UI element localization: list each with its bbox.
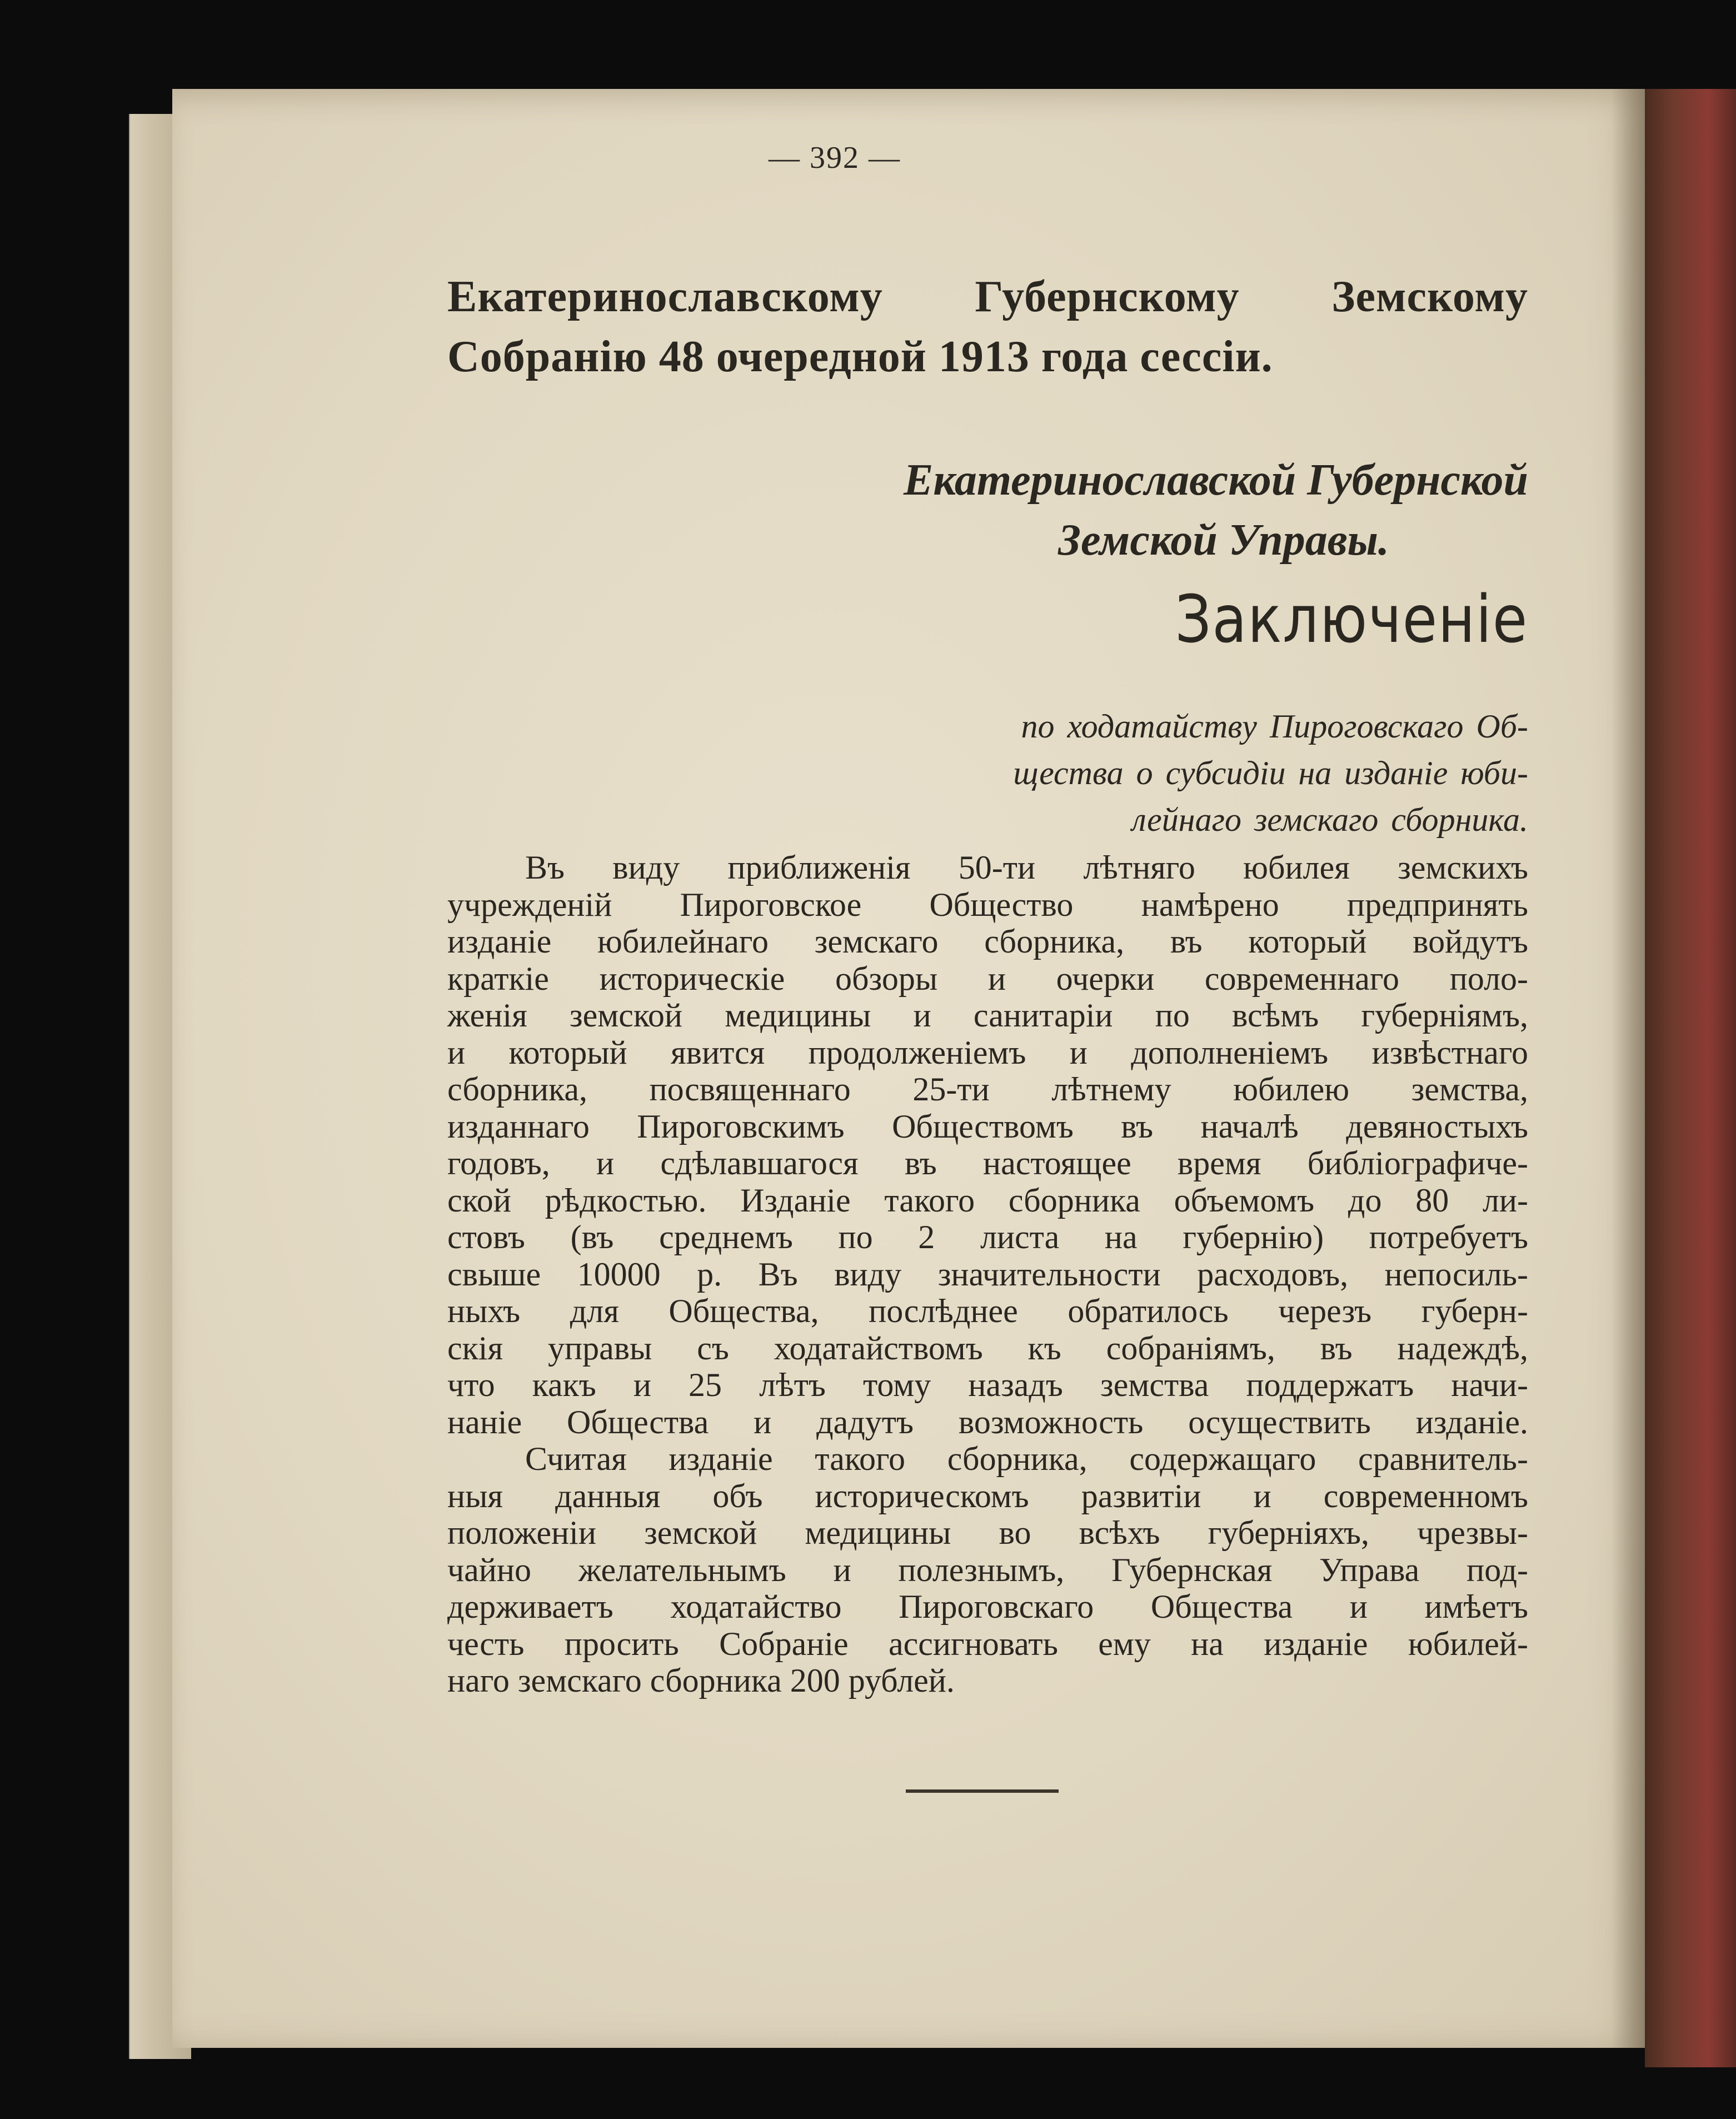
- body-line: что какъ и 25 лѣтъ тому назадъ земства поддержатъ начи-: [447, 1367, 1528, 1403]
- body-line: наго земскаго сборника 200 рублей.: [447, 1662, 955, 1699]
- body-text: [447, 849, 1528, 1699]
- sender-heading: [806, 450, 1528, 570]
- body-line: учрежденій Пироговское Общество намѣрено предпринять: [447, 886, 1528, 923]
- document-subtitle: [906, 703, 1528, 843]
- sender-line: Екатеринославской Губернской: [904, 456, 1528, 505]
- subtitle-line: лейнаго земскаго сборника.: [1131, 801, 1528, 838]
- body-line: и который явится продолженіемъ и дополненіемъ извѣстнаго: [447, 1034, 1528, 1071]
- body-line: скія управы съ ходатайствомъ къ собраніямъ, въ надеждѣ,: [447, 1329, 1528, 1367]
- body-line: ныя данныя объ историческомъ развитіи и современномъ: [447, 1477, 1528, 1514]
- body-line: наніе Общества и дадутъ возможность осуществить изданіе.: [447, 1403, 1528, 1440]
- body-line: сборника, посвященнаго 25-ти лѣтнему юбилею земства,: [447, 1071, 1528, 1108]
- body-line: Въ виду приближенія 50-ти лѣтняго юбилея земскихъ: [525, 849, 1528, 886]
- body-line: годовъ, и сдѣлавшагося въ настоящее время библіографиче-: [447, 1145, 1528, 1181]
- heading-line: Собранію 48 очередной 1913 года сессіи.: [447, 332, 1273, 381]
- body-line: изданіе юбилейнаго земскаго сборника, въ который войдутъ: [447, 923, 1528, 960]
- subtitle-line: по ходатайству Пироговскаго Об-: [1021, 708, 1528, 745]
- body-line: краткіе историческіе обзоры и очерки современнаго поло-: [447, 960, 1528, 997]
- addressee-heading: [447, 267, 1528, 387]
- document-title: Заключеніе: [1175, 581, 1528, 657]
- body-line: ской рѣдкостью. Изданіе такого сборника объемомъ до 80 ли-: [447, 1181, 1528, 1219]
- body-line: честь просить Собраніе ассигновать ему на изданіе юбилей-: [447, 1625, 1528, 1662]
- body-line: Считая изданіе такого сборника, содержащаго сравнитель-: [525, 1440, 1528, 1477]
- body-line: изданнаго Пироговскимъ Обществомъ въ началѣ девяностыхъ: [447, 1108, 1528, 1145]
- body-line: стовъ (въ среднемъ по 2 листа на губернію) потребуетъ: [447, 1219, 1528, 1255]
- sender-line: Земской Управы.: [1058, 516, 1389, 565]
- body-line: чайно желательнымъ и полезнымъ, Губернская Управа под-: [447, 1551, 1528, 1588]
- page-number: — 392 —: [769, 141, 901, 175]
- body-line: ныхъ для Общества, послѣднее обратилось черезъ губерн-: [447, 1293, 1528, 1329]
- body-line: держиваетъ ходатайство Пироговскаго Общества и имѣетъ: [447, 1588, 1528, 1625]
- body-line: положеніи земской медицины во всѣхъ губерніяхъ, чрезвы-: [447, 1514, 1528, 1551]
- body-line: свыше 10000 р. Въ виду значительности расходовъ, непосиль-: [447, 1255, 1528, 1293]
- subtitle-line: щества о субсидіи на изданіе юби-: [1013, 755, 1528, 791]
- heading-line: Екатеринославскому Губернскому Земскому: [447, 272, 1528, 321]
- body-line: женія земской медицины и санитаріи по всѣмъ губерніямъ,: [447, 997, 1528, 1034]
- closing-rule: [906, 1789, 1059, 1793]
